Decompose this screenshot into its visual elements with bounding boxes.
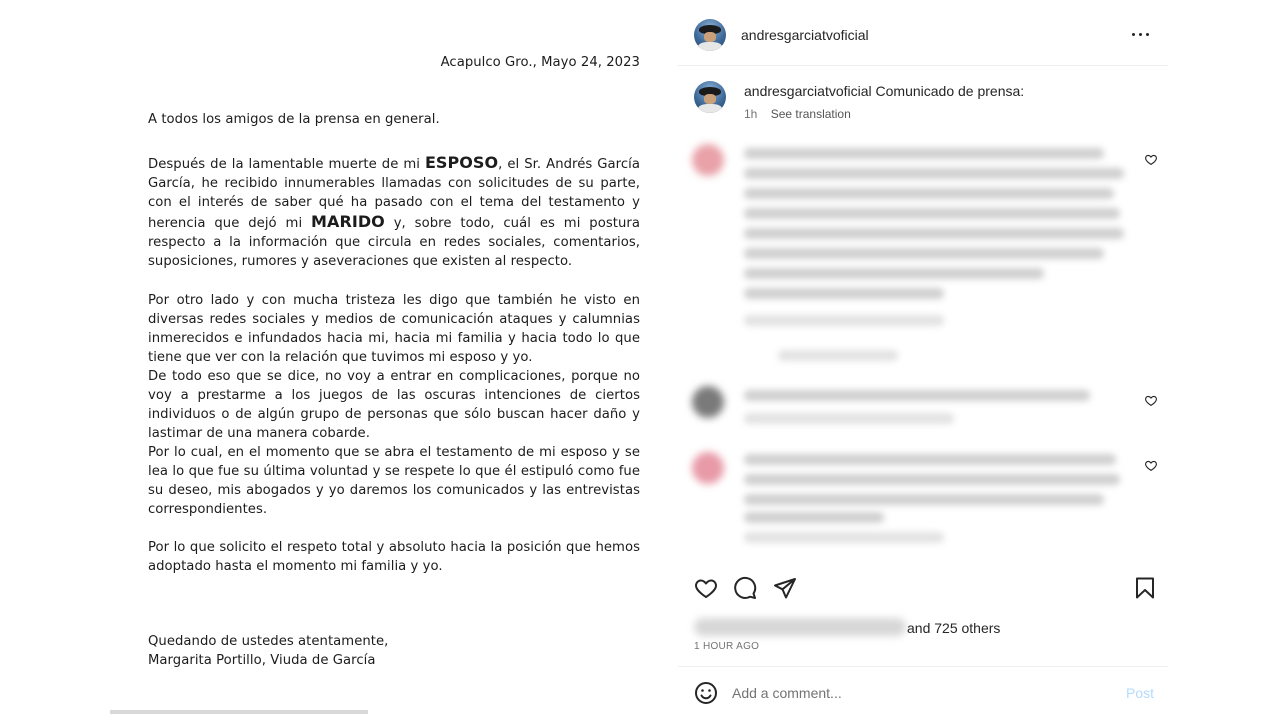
heart-icon[interactable] — [1144, 394, 1158, 407]
blurred-text — [744, 288, 944, 299]
blurred-text — [744, 168, 1124, 179]
blurred-likers — [694, 618, 906, 636]
blurred-text — [744, 390, 1090, 401]
letter-text: , el Sr. Andrés García García, he recibido innumerables llamadas con solicitudes de su parte, con el interés de saber qué ha pasado con el tema del testamento y herencia que dejó mi — [148, 157, 640, 231]
letter-closing — [148, 632, 388, 670]
action-bar — [678, 572, 1168, 606]
likes-row — [694, 616, 1154, 638]
caption-text: Comunicado de prensa: — [875, 83, 1025, 99]
avatar[interactable] — [694, 19, 726, 51]
heart-icon[interactable] — [1144, 153, 1158, 166]
avatar-face — [704, 32, 716, 42]
post-timestamp: 1 HOUR AGO — [694, 641, 760, 652]
more-horizontal-icon[interactable] — [1132, 26, 1150, 42]
post-panel — [678, 0, 1168, 720]
blurred-meta — [744, 315, 944, 326]
letter-paragraph-4: Por lo cual, en el momento que se abra el testamento de mi esposo y se lea lo que fue su última voluntad y se respete lo que él estipuló como fue su deseo, mis abogados y yo daremos los comunicados y las entrevistas correspondientes. — [148, 445, 640, 517]
blurred-meta — [744, 413, 954, 424]
caption-avatar[interactable] — [694, 81, 726, 113]
letter-paragraph-1 — [148, 153, 640, 271]
letter-paragraph-5: Por lo que solicito el respeto total y absoluto hacia la posición que hemos adoptado hasta el momento mi familia y yo. — [148, 540, 640, 574]
blurred-meta — [744, 532, 944, 543]
blurred-text — [744, 512, 884, 523]
post-button[interactable]: Post — [1126, 685, 1155, 701]
blurred-text — [744, 268, 1044, 279]
dot — [1132, 33, 1135, 36]
blurred-text — [744, 248, 1104, 259]
blurred-replies — [778, 350, 898, 361]
dot — [1146, 33, 1149, 36]
letter-signature: Margarita Portillo, Viuda de García — [148, 653, 376, 668]
heart-icon[interactable] — [1144, 459, 1158, 472]
post-header — [678, 0, 1168, 66]
share-icon[interactable] — [773, 576, 797, 600]
avatar-shirt — [698, 42, 722, 51]
letter-date: Acapulco Gro., Mayo 24, 2023 — [440, 55, 640, 70]
comment-input[interactable] — [732, 681, 1112, 705]
see-translation-link[interactable]: See translation — [770, 107, 851, 121]
letter-paragraph-3: De todo eso que se dice, no voy a entrar en complicaciones, porque no voy a prestarme a los juegos de las oscuras intenciones de ciertos individuos o de algún grupo de personas que sólo buscan hacer daño y lastimar de una manera cobarde. — [148, 369, 640, 441]
heart-icon[interactable] — [694, 576, 718, 600]
comment-avatar — [692, 386, 724, 418]
header-username[interactable]: andresgarciatvoficial — [741, 27, 869, 43]
letter-closing-line: Quedando de ustedes atentamente, — [148, 634, 389, 649]
letter-emphasis-esposo: ESPOSO — [424, 153, 499, 172]
caption-meta — [744, 107, 851, 121]
comment-avatar — [692, 144, 724, 176]
bookmark-icon[interactable] — [1133, 576, 1157, 600]
avatar-shirt — [698, 104, 722, 113]
letter-text: y, sobre todo, cuál es mi postura respecto a la información que circula en redes sociales, comentarios, suposiciones, rumores y aseveraciones que existen al respecto. — [148, 216, 640, 269]
letter-text: Después de la lamentable muerte de mi — [148, 157, 425, 172]
comment-icon[interactable] — [733, 576, 757, 600]
post-image — [110, 0, 678, 720]
blurred-text — [744, 228, 1124, 239]
post-caption — [744, 83, 1144, 99]
letter-greeting: A todos los amigos de la prensa en general. — [148, 112, 440, 127]
add-comment-bar — [678, 666, 1168, 720]
comment-avatar — [692, 452, 724, 484]
blurred-text — [744, 474, 1120, 485]
caption-username[interactable]: andresgarciatvoficial — [744, 83, 872, 99]
avatar-face — [704, 94, 716, 104]
likes-count[interactable]: and 725 others — [907, 620, 1001, 636]
blurred-text — [744, 208, 1120, 219]
dot — [1139, 33, 1142, 36]
letter-paragraph-2: Por otro lado y con mucha tristeza les digo que también he visto en diversas redes sociales y medios de comunicación ataques y calumnias inmerecidos e infundados hacia mi, hacia mi familia y hacia todo lo que tiene que ver con la relación que tuvimos mi esposo y yo. — [148, 293, 640, 365]
caption-time: 1h — [744, 107, 758, 121]
letter-emphasis-marido: MARIDO — [311, 212, 385, 231]
blurred-text — [744, 148, 1104, 159]
blurred-text — [744, 188, 1114, 199]
emoji-icon[interactable] — [694, 681, 718, 705]
blurred-text — [744, 454, 1116, 465]
image-scroll-edge — [110, 710, 368, 714]
blurred-text — [744, 494, 1104, 505]
